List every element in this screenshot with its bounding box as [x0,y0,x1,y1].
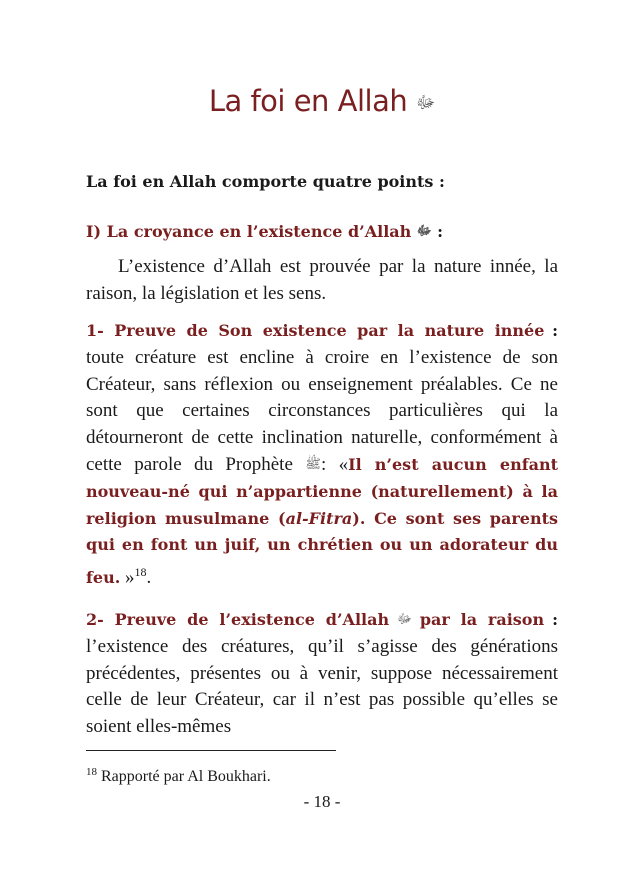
footnote-ref[interactable]: 18 [134,565,147,580]
chapter-title-text: La foi en Allah [208,84,408,118]
intro-heading: La foi en Allah comporte quatre points : [86,172,445,191]
quote-part2: ). Ce sont ses parents qui en font un juif, un chrétien ou un adorateur du feu. [86,508,558,588]
proof1-text: toute créature est encline à croire en l’existence de son Créateur, sans réflexion ou enseignement préalables. Ce ne sont que certaines circonstances particulières qui la détourneront de cette inclination naturelle, conformément à cette parole du Prophète [86,346,558,475]
honorific-glyph: ﷺ [305,456,321,472]
section-heading-label: I) La croyance en l’existence d’Allah [86,222,412,241]
proof1-end: . [146,567,152,589]
footnote-mark: 18 [86,766,97,778]
paragraph-existence: L’existence d’Allah est prouvée par la nature innée, la raison, la législation et les sens. [86,256,558,304]
chapter-title [86,84,558,118]
proof1-colon: : [552,321,559,340]
proof2-colon: : [552,610,559,629]
proof2-lead: 2- Preuve de l’existence d’Allah [86,610,390,629]
footnote-divider [86,750,336,751]
quote-close: » [120,567,135,589]
section-heading-colon: : [437,222,444,241]
page-number: - 18 - [303,792,341,811]
section-heading [86,222,443,242]
quote-open: : « [320,453,349,475]
paragraph-proof1 [86,318,558,592]
honorific-glyph: ﷻ [415,93,436,113]
footnote [86,766,271,786]
proof1-lead: 1- Preuve de Son existence par la nature innée [86,321,545,340]
paragraph-proof2 [86,607,558,741]
quote-part1: Il n’est aucun enfant nouveau-né qui n’appartienne (naturellement) à la religion musulmane ( [86,454,558,528]
quote-italic: al-Fitra [285,508,353,528]
proof2-lead2: par la raison [419,610,545,629]
proof2-text: l’existence des créatures, qu’il s’agisse des générations précédentes, présentes ou à venir, suppose nécessairement celle de leur Créateur, car il n’est pas possible qu’elles se soient elles-mêmes [86,635,558,738]
honorific-glyph: ﷻ [416,224,432,239]
footnote-text: Rapporté par Al Boukhari. [101,768,271,785]
honorific-glyph: ﷻ [397,612,412,627]
